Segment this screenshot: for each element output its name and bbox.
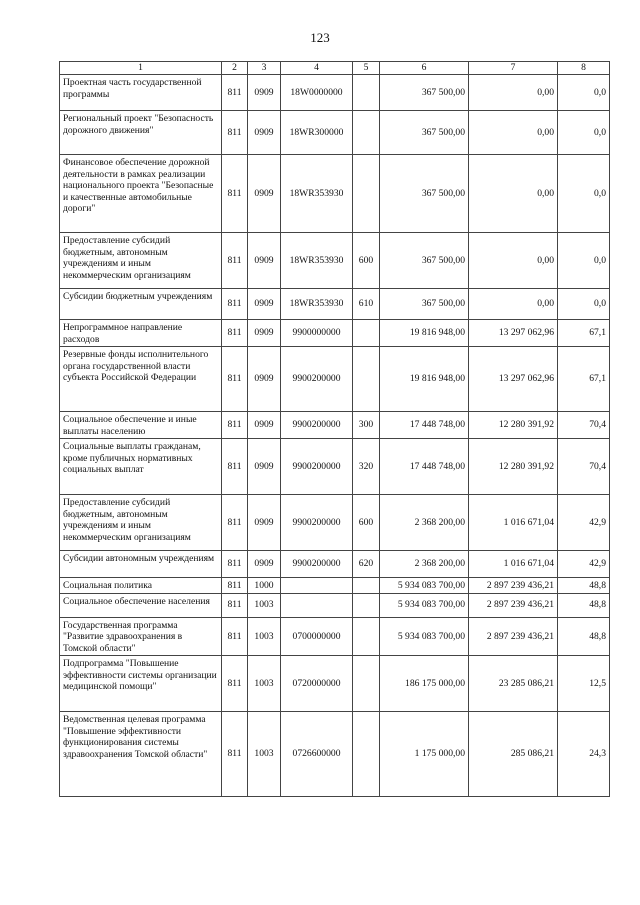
row-c2-cell: 811 (222, 289, 248, 320)
row-c5-cell (353, 111, 380, 155)
row-c3-cell: 0909 (248, 155, 281, 233)
row-c6-cell: 5 934 083 700,00 (380, 593, 469, 617)
row-c6-cell: 367 500,00 (380, 233, 469, 289)
row-c3-cell: 0909 (248, 551, 281, 578)
column-header: 5 (353, 62, 380, 75)
row-name-cell: Подпрограмма "Повышение эффективности системы организации медицинской помощи" (60, 656, 222, 712)
row-name-cell: Субсидии бюджетным учреждениям (60, 289, 222, 320)
row-c2-cell: 811 (222, 656, 248, 712)
table-row (60, 617, 610, 656)
row-c6-cell: 367 500,00 (380, 111, 469, 155)
column-header: 1 (60, 62, 222, 75)
row-c2-cell: 811 (222, 578, 248, 594)
row-c5-cell: 320 (353, 439, 380, 495)
row-c6-cell: 19 816 948,00 (380, 347, 469, 412)
row-c3-cell: 0909 (248, 289, 281, 320)
row-c4-cell: 0720000000 (281, 656, 353, 712)
row-name-cell: Субсидии автономным учреждениям (60, 551, 222, 578)
row-c6-cell: 19 816 948,00 (380, 320, 469, 347)
row-c7-cell: 0,00 (469, 111, 558, 155)
row-c4-cell: 0700000000 (281, 617, 353, 656)
table-row (60, 578, 610, 594)
row-c2-cell: 811 (222, 320, 248, 347)
row-name-cell: Социальные выплаты гражданам, кроме публичных нормативных социальных выплат (60, 439, 222, 495)
row-c8-cell: 0,0 (558, 111, 610, 155)
row-c6-cell: 367 500,00 (380, 75, 469, 111)
table-row (60, 233, 610, 289)
row-c2-cell: 811 (222, 617, 248, 656)
row-c7-cell: 2 897 239 436,21 (469, 593, 558, 617)
header-row (60, 62, 610, 75)
table-row (60, 412, 610, 439)
row-c4-cell: 9900000000 (281, 320, 353, 347)
table-row (60, 656, 610, 712)
row-c2-cell: 811 (222, 155, 248, 233)
row-c4-cell (281, 593, 353, 617)
column-header: 8 (558, 62, 610, 75)
row-c2-cell: 811 (222, 712, 248, 797)
row-c3-cell: 1003 (248, 593, 281, 617)
row-c6-cell: 2 368 200,00 (380, 551, 469, 578)
row-c4-cell: 9900200000 (281, 495, 353, 551)
row-c8-cell: 42,9 (558, 551, 610, 578)
row-c8-cell: 70,4 (558, 439, 610, 495)
table-row (60, 712, 610, 797)
row-c3-cell: 0909 (248, 111, 281, 155)
row-c8-cell: 0,0 (558, 155, 610, 233)
row-c5-cell (353, 593, 380, 617)
row-c7-cell: 13 297 062,96 (469, 320, 558, 347)
row-c6-cell: 5 934 083 700,00 (380, 617, 469, 656)
row-c8-cell: 48,8 (558, 617, 610, 656)
row-c7-cell: 0,00 (469, 155, 558, 233)
column-header: 3 (248, 62, 281, 75)
row-name-cell: Региональный проект "Безопасность дорожного движения" (60, 111, 222, 155)
row-c5-cell (353, 578, 380, 594)
row-name-cell: Социальная политика (60, 578, 222, 594)
row-c3-cell: 0909 (248, 495, 281, 551)
row-c6-cell: 186 175 000,00 (380, 656, 469, 712)
row-c6-cell: 367 500,00 (380, 155, 469, 233)
column-header: 6 (380, 62, 469, 75)
row-c8-cell: 67,1 (558, 320, 610, 347)
row-c5-cell: 600 (353, 495, 380, 551)
table-row (60, 495, 610, 551)
row-c3-cell: 0909 (248, 75, 281, 111)
row-c8-cell: 67,1 (558, 347, 610, 412)
row-c8-cell: 0,0 (558, 75, 610, 111)
row-c4-cell: 9900200000 (281, 412, 353, 439)
row-c6-cell: 17 448 748,00 (380, 439, 469, 495)
row-c7-cell: 23 285 086,21 (469, 656, 558, 712)
row-c5-cell: 620 (353, 551, 380, 578)
row-c4-cell: 18W0000000 (281, 75, 353, 111)
table-row (60, 111, 610, 155)
table-row (60, 551, 610, 578)
row-c3-cell: 1000 (248, 578, 281, 594)
row-c5-cell (353, 75, 380, 111)
row-c5-cell (353, 347, 380, 412)
row-c6-cell: 17 448 748,00 (380, 412, 469, 439)
row-c5-cell (353, 155, 380, 233)
row-c4-cell: 9900200000 (281, 347, 353, 412)
row-c7-cell: 1 016 671,04 (469, 551, 558, 578)
row-c7-cell: 2 897 239 436,21 (469, 617, 558, 656)
row-name-cell: Социальное обеспечение населения (60, 593, 222, 617)
row-name-cell: Социальное обеспечение и иные выплаты населению (60, 412, 222, 439)
row-c7-cell: 1 016 671,04 (469, 495, 558, 551)
table-row (60, 347, 610, 412)
row-c3-cell: 0909 (248, 347, 281, 412)
row-c2-cell: 811 (222, 495, 248, 551)
row-c8-cell: 70,4 (558, 412, 610, 439)
row-c7-cell: 12 280 391,92 (469, 439, 558, 495)
row-c3-cell: 0909 (248, 439, 281, 495)
row-c8-cell: 0,0 (558, 289, 610, 320)
table-row (60, 439, 610, 495)
row-c5-cell (353, 617, 380, 656)
row-c5-cell (353, 320, 380, 347)
budget-table (59, 61, 610, 797)
row-name-cell: Резервные фонды исполнительного органа государственной власти субъекта Российской Федерации (60, 347, 222, 412)
column-header: 7 (469, 62, 558, 75)
row-c7-cell: 13 297 062,96 (469, 347, 558, 412)
row-c6-cell: 1 175 000,00 (380, 712, 469, 797)
table-body (60, 75, 610, 797)
row-c7-cell: 2 897 239 436,21 (469, 578, 558, 594)
row-c7-cell: 12 280 391,92 (469, 412, 558, 439)
row-c5-cell (353, 656, 380, 712)
row-c8-cell: 48,8 (558, 578, 610, 594)
row-c8-cell: 0,0 (558, 233, 610, 289)
row-name-cell: Непрограммное направление расходов (60, 320, 222, 347)
row-c6-cell: 2 368 200,00 (380, 495, 469, 551)
row-c2-cell: 811 (222, 551, 248, 578)
row-c4-cell: 18WR353930 (281, 155, 353, 233)
row-name-cell: Предоставление субсидий бюджетным, автономным учреждениям и иным некоммерческим организациям (60, 233, 222, 289)
row-c8-cell: 42,9 (558, 495, 610, 551)
row-c3-cell: 1003 (248, 656, 281, 712)
table-row (60, 289, 610, 320)
row-c8-cell: 48,8 (558, 593, 610, 617)
column-header: 4 (281, 62, 353, 75)
table-row (60, 320, 610, 347)
row-c4-cell: 18WR353930 (281, 289, 353, 320)
row-c3-cell: 1003 (248, 712, 281, 797)
row-c4-cell: 0726600000 (281, 712, 353, 797)
page-number: 123 (310, 30, 330, 45)
row-c6-cell: 367 500,00 (380, 289, 469, 320)
row-c2-cell: 811 (222, 412, 248, 439)
row-name-cell: Ведомственная целевая программа "Повышение эффективности функционирования системы здравоохранения Томской области" (60, 712, 222, 797)
row-c7-cell: 285 086,21 (469, 712, 558, 797)
row-c3-cell: 0909 (248, 412, 281, 439)
row-name-cell: Государственная программа "Развитие здравоохранения в Томской области" (60, 617, 222, 656)
row-c2-cell: 811 (222, 75, 248, 111)
row-c5-cell (353, 712, 380, 797)
table-row (60, 593, 610, 617)
row-c7-cell: 0,00 (469, 233, 558, 289)
row-name-cell: Проектная часть государственной программы (60, 75, 222, 111)
row-c3-cell: 0909 (248, 233, 281, 289)
row-c2-cell: 811 (222, 439, 248, 495)
row-c2-cell: 811 (222, 593, 248, 617)
row-c2-cell: 811 (222, 111, 248, 155)
row-c5-cell: 600 (353, 233, 380, 289)
row-c4-cell: 18WR300000 (281, 111, 353, 155)
row-c8-cell: 24,3 (558, 712, 610, 797)
row-c3-cell: 1003 (248, 617, 281, 656)
row-c8-cell: 12,5 (558, 656, 610, 712)
row-c6-cell: 5 934 083 700,00 (380, 578, 469, 594)
row-c4-cell: 9900200000 (281, 439, 353, 495)
row-c2-cell: 811 (222, 233, 248, 289)
row-name-cell: Финансовое обеспечение дорожной деятельности в рамках реализации национального проекта "Безопасные и качественные автомобильные дороги" (60, 155, 222, 233)
column-header: 2 (222, 62, 248, 75)
row-c7-cell: 0,00 (469, 75, 558, 111)
row-c7-cell: 0,00 (469, 289, 558, 320)
row-c4-cell: 18WR353930 (281, 233, 353, 289)
row-c2-cell: 811 (222, 347, 248, 412)
row-c5-cell: 300 (353, 412, 380, 439)
row-c3-cell: 0909 (248, 320, 281, 347)
row-c4-cell (281, 578, 353, 594)
row-c5-cell: 610 (353, 289, 380, 320)
row-c4-cell: 9900200000 (281, 551, 353, 578)
row-name-cell: Предоставление субсидий бюджетным, автономным учреждениям и иным некоммерческим организациям (60, 495, 222, 551)
table-row (60, 75, 610, 111)
table-row (60, 155, 610, 233)
